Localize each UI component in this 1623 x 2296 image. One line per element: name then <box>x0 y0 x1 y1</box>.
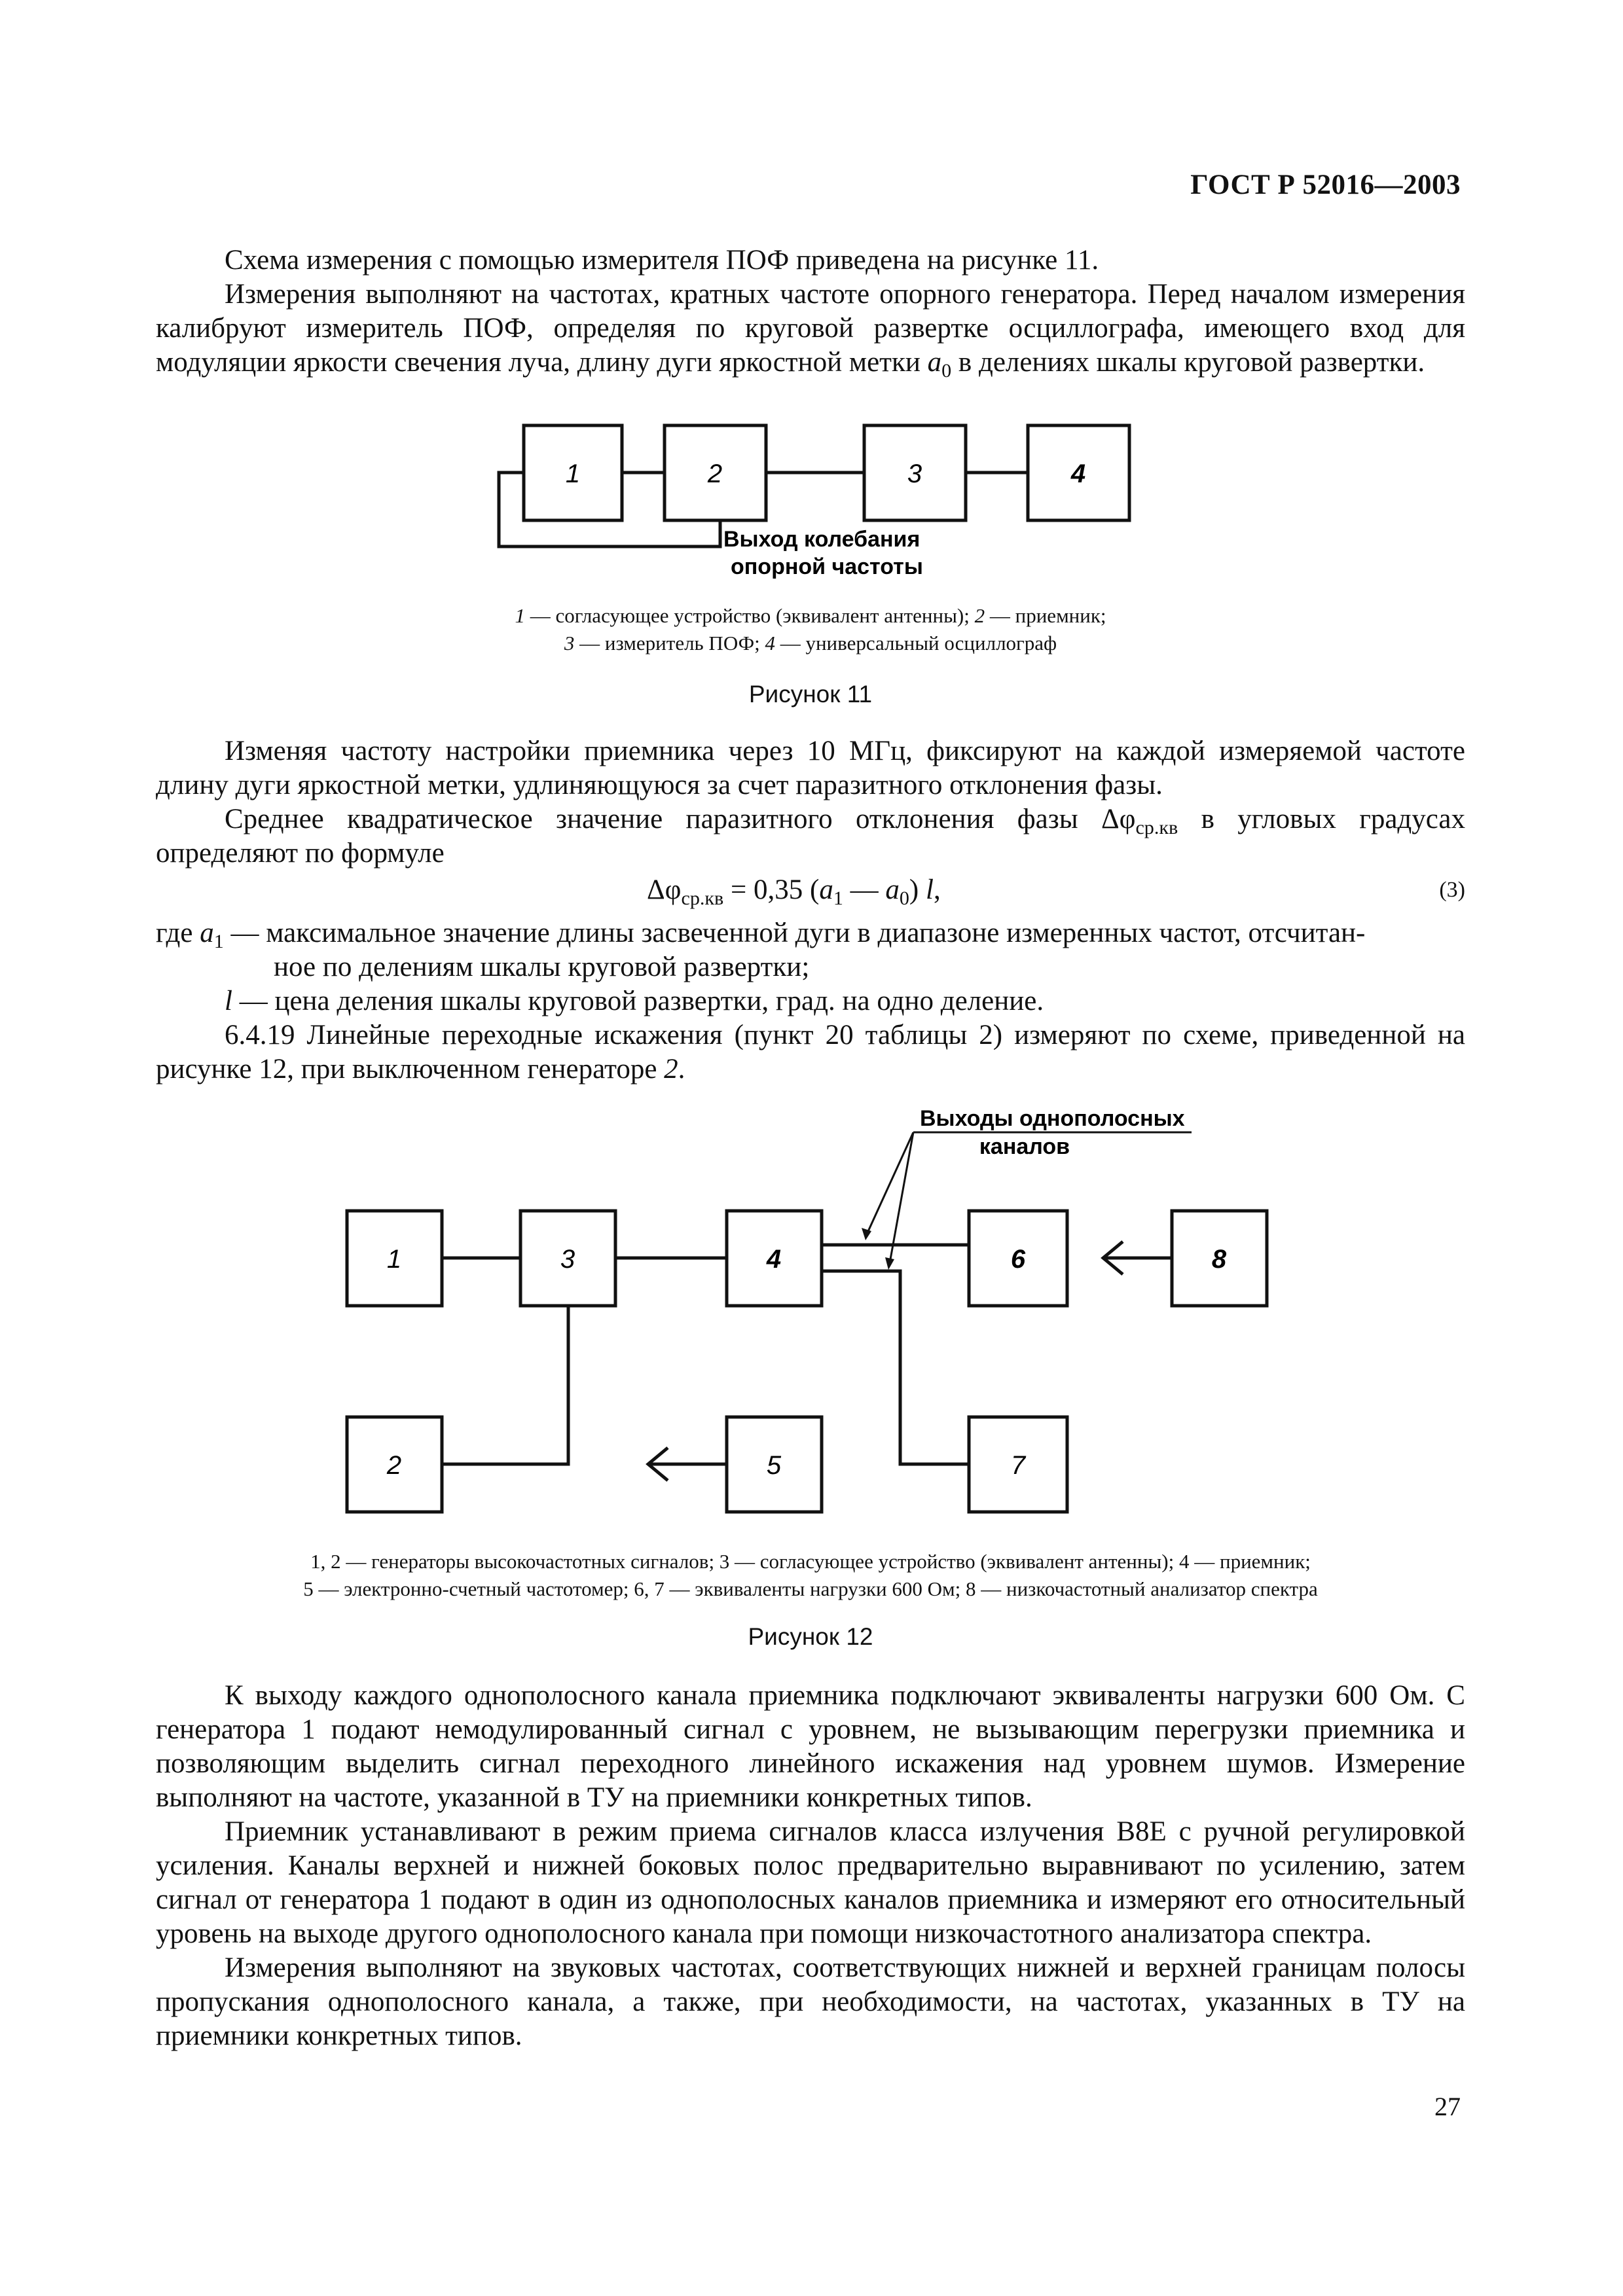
paragraph-7: Измерения выполняют на звуковых частотах, соответствующих нижней и верхней границам полосы пропускания однополосного канала, а также, при необходимости, на частотах, указанных в ТУ на приемники конкретных типов. <box>156 1952 1465 2051</box>
figure-11-diagram <box>458 419 1178 589</box>
ssb-outputs-label-1: Выходы однополосных <box>920 1106 1185 1131</box>
document-header: ГОСТ Р 52016—2003 <box>1190 170 1461 200</box>
paragraph-2: Измерения выполняют на частотах, кратных частоте опорного генератора. Перед началом измерения калибруют измеритель ПОФ, определяя по круговой развертке осциллографа, имеющего вход для модуляции яркости свечения луча, длину дуги яркостной метки $a_0$ в делениях шкалы круговой развертки. <box>156 279 1465 382</box>
intro-text <box>156 243 1465 380</box>
line-3-2 <box>442 1306 568 1464</box>
document-page: ГОСТ Р 52016—2003 Схема измерения с помощью измерителя ПОФ приведена на рисунке 11. Измерения выполняют на частотах, кратных частоте опорного генератора. Перед началом измерения калибруют измеритель ПОФ, определяя по круговой развертке осциллографа, имеющего вход для модуляции яркости свечения луча, длину дуги яркостной метки $a_0$ в делениях шкалы круговой развертки. 1 2 3 4 Выход колебания опорной частоты 1 — согласующее устройство (эквивалент антенны); 2 — приемник; 3 — измеритель ПОФ; 4 — универсальный осциллограф Рисунок 11 Изменяя частоту настройки приемника через 10 МГц, фиксируют на каждой измеряемой частоте длину дуги яркостной метки, удлиняющуюся за счет паразитного отклонения фазы. Среднее квадратическое значение паразитного отклонения фазы $\Delta\varphi_{ср.кв}$ в угловых градусах определяют по формуле $\Delta\varphi_{ср.кв} = 0,35$ ($a_1$ — $a_0$) l, (3) где $a_1$ — максимальное значение длины засвеченной дуги в диапазоне измеренных частот, отсчитан- ное по делениям шкалы круговой развертки; l — цена деления шкалы круговой развертки, град. на одно деление. 6.4.19 Линейные переходные искажения (пункт 20 таблицы 2) измеряют по схеме, приведенной на рисунке 12, при выключенном генераторе 2. 1 3 4 6 8 2 5 7 Выходы однополосных каналов 1, 2 — генераторы высокочастотных сигналов; 3 — согласующее устройство (эквивалент антенны); 4 — приемник; 5 — электронно-счетный частотомер; 6, 7 — эквиваленты нагрузки 600 Ом; 8 — низкочастотный анализатор спектра Рисунок 12 К выходу каждого однополосного канала приемника подключают эквиваленты нагрузки 600 Ом. С генератора 1 подают немодулированный сигнал с уровнем, не вызывающим перегрузки приемника и позволяющим выделить сигнал переходного линейного искажения над уровнем шумов. Измерение выполняют на частоте, указанной в ТУ на приемники конкретных типов. Приемник устанавливают в режим приема сигналов класса излучения В8Е с ручной регулировкой усиления. Каналы верхней и нижней боковых полос предварительно выравнивают по усилению, затем сигнал от генератора 1 подают в один из однополосных каналов приемника и измеряют его относительный уровень на выходе другого однополосного канала при помощи низкочастотного анализатора спектра. Измерения выполняют на звуковых частотах, соответствующих нижней и верхней границам полосы пропускания однополосного канала, а также, при необходимости, на частотах, указанных в ТУ на приемники конкретных типов. 27 <box>156 170 1465 2121</box>
paragraph-6: Приемник устанавливают в режим приема сигналов класса излучения В8Е с ручной регулировкой усиления. Каналы верхней и нижней боковых полос предварительно выравнивают по усилению, затем сигнал от генератора 1 подают в один из однополосных каналов приемника и измеряют его относительный уровень на выходе другого однополосного канала при помощи низкочастотного анализатора спектра. <box>156 1816 1465 1949</box>
ssb-outputs-label-2: каналов <box>979 1134 1070 1159</box>
block-6-label: 6 <box>1010 1245 1026 1274</box>
pointer-lower-head <box>885 1257 894 1270</box>
reference-output-label-1: Выход колебания <box>723 527 921 552</box>
paragraph-1: Схема измерения с помощью измерителя ПОФ приведена на рисунке 11. <box>225 245 1099 276</box>
line-4-7 <box>822 1271 969 1464</box>
section-6-4-19: 6.4.19 Линейные переходные искажения (пункт 20 таблицы 2) измеряют по схеме, приведенной на рисунке 12, при выключенном генераторе 2. <box>156 1020 1465 1085</box>
block-4-label: 4 <box>1070 459 1086 488</box>
bottom-text <box>156 1679 1465 2053</box>
block-8-label: 8 <box>1211 1245 1227 1274</box>
figure-11-title: Рисунок 11 <box>748 681 873 708</box>
block-5-label: 5 <box>766 1451 782 1480</box>
figure-12-title: Рисунок 12 <box>748 1623 873 1650</box>
figure-12-diagram <box>327 1100 1309 1532</box>
paragraph-3: Изменяя частоту настройки приемника через 10 МГц, фиксируют на каждой измеряемой частоте длину дуги яркостной метки, удлиняющуюся за счет паразитного отклонения фазы. <box>156 736 1465 800</box>
page-number: 27 <box>1434 2092 1461 2121</box>
block-2-label: 2 <box>707 459 723 488</box>
figure-12-caption: 1, 2 — генераторы высокочастотных сигналов; 3 — согласующее устройство (эквивалент антенны); 4 — приемник; 5 — электронно-счетный частотомер; 6, 7 — эквиваленты нагрузки 600 Ом; 8 — низкочастотный анализатор спектра <box>303 1550 1318 1600</box>
block-3-label: 3 <box>907 459 922 488</box>
block-3-label: 3 <box>560 1245 575 1274</box>
middle-text <box>156 734 1465 870</box>
reference-output-label-2: опорной частоты <box>731 554 923 579</box>
paragraph-4: Среднее квадратическое значение паразитного отклонения фазы $\Delta\varphi_{ср.кв}$ в угловых градусах определяют по формуле <box>156 804 1465 869</box>
formula-legend: где $a_1$ — максимальное значение длины засвеченной дуги в диапазоне измеренных частот, отсчитан- ное по делениям шкалы круговой развертки; l — цена деления шкалы круговой развертки, град. на одно деление. <box>156 918 1366 1016</box>
block-1-label: 1 <box>565 459 581 488</box>
formula-number: (3) <box>1439 878 1465 902</box>
pointer-upper-head <box>862 1228 871 1240</box>
block-2-label: 2 <box>386 1451 402 1480</box>
pointer-upper <box>866 1132 913 1237</box>
block-7-label: 7 <box>1010 1451 1026 1480</box>
paragraph-5: К выходу каждого однополосного канала приемника подключают эквиваленты нагрузки 600 Ом. С генератора 1 подают немодулированный сигнал с уровнем, не вызывающим перегрузки приемника и позволяющим выделить сигнал переходного линейного искажения над уровнем шумов. Измерение выполняют на частоте, указанной в ТУ на приемники конкретных типов. <box>156 1680 1465 1813</box>
block-1-label: 1 <box>386 1245 402 1274</box>
figure-11-caption: 1 — согласующее устройство (эквивалент антенны); 2 — приемник; 3 — измеритель ПОФ; 4 — универсальный осциллограф <box>515 604 1106 655</box>
feedback-loop <box>499 473 720 547</box>
block-4-label: 4 <box>766 1245 782 1274</box>
